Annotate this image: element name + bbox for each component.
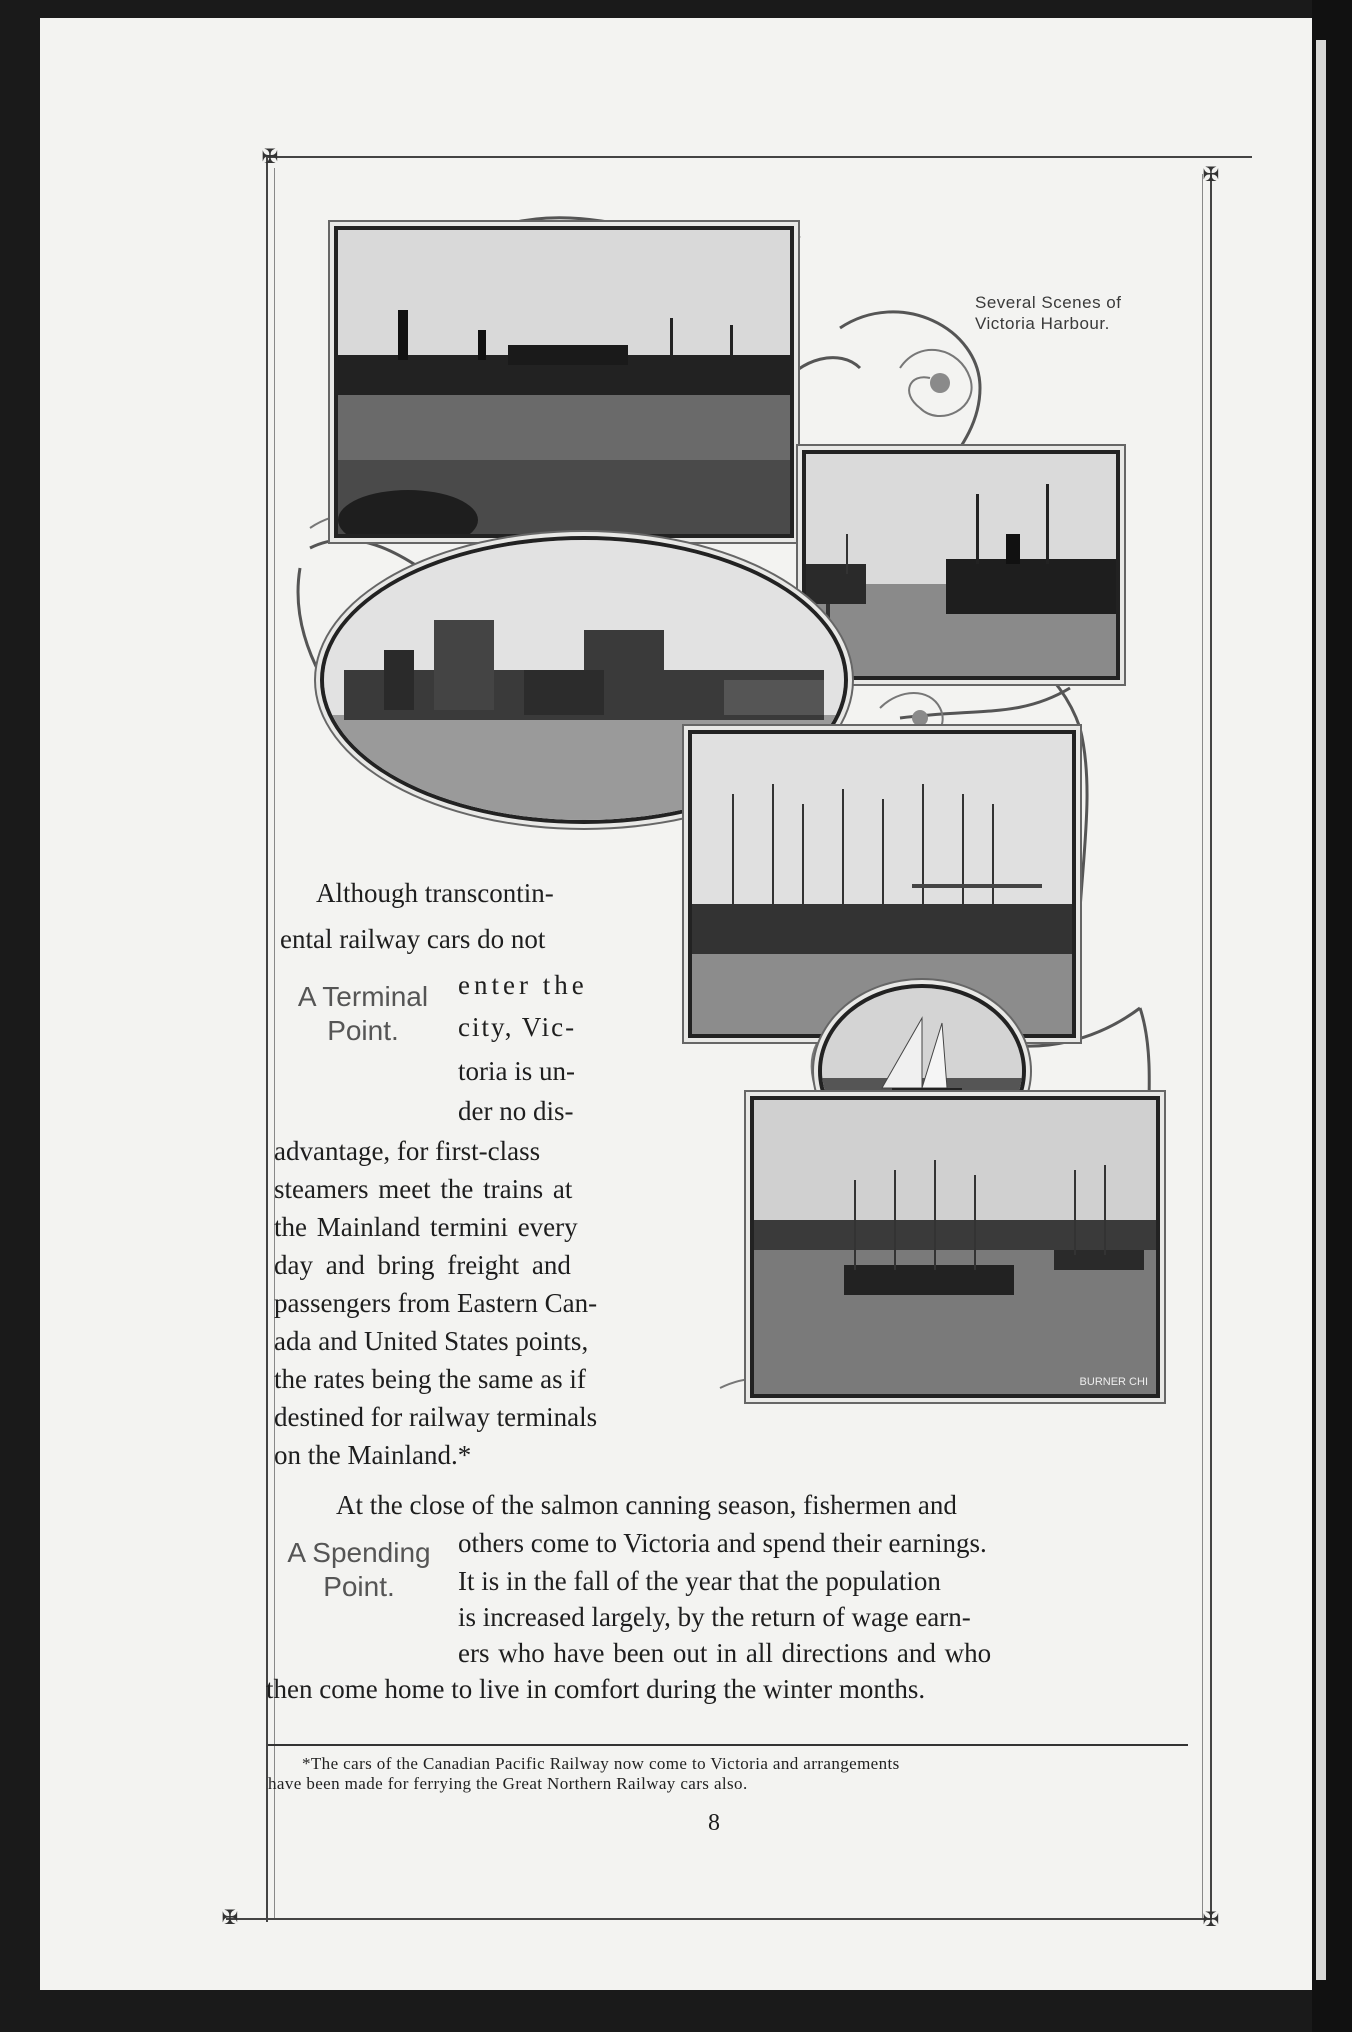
footnote-line: have been made for ferrying the Great Northern Railway cars also. (268, 1774, 748, 1793)
corner-cross-icon: ✠ (1202, 162, 1220, 186)
corner-cross-icon: ✠ (1202, 1907, 1220, 1931)
body-text-line: At the close of the salmon canning season, fishermen and (336, 1490, 957, 1520)
side-heading-spending-point (254, 1536, 464, 1604)
body-text-line: advantage, for first-class (274, 1136, 541, 1166)
next-page-edge (1316, 40, 1326, 1980)
frame-top-line (266, 156, 1252, 158)
body-text-line: Although transcontin- (316, 878, 554, 908)
body-text-line: steamers meet the trains at (274, 1174, 573, 1204)
side-heading-line: Point. (323, 1571, 395, 1602)
footnote-rule (268, 1744, 1188, 1746)
body-text-line: destined for railway terminals (274, 1402, 598, 1432)
side-heading-line: A Terminal (297, 981, 429, 1012)
corner-cross-icon: ✠ (261, 144, 279, 168)
harbour-photo-chimneys (334, 226, 794, 538)
body-text-line: the rates being the same as if (274, 1364, 586, 1394)
side-heading-terminal-point (258, 980, 468, 1048)
body-text-line: on the Mainland.* (274, 1440, 472, 1470)
harbour-photo-schooners (750, 1096, 1160, 1398)
body-text-line: others come to Victoria and spend their earnings. (458, 1528, 987, 1558)
body-text-line: then come home to live in comfort during the winter months. (266, 1674, 926, 1704)
body-text-line: ers who have been out in all directions and who (458, 1638, 992, 1668)
caption-line: Victoria Harbour. (975, 314, 1110, 333)
frame-bottom-line (226, 1918, 1212, 1920)
body-text-line: the Mainland termini every (274, 1212, 578, 1242)
body-text-line: is increased largely, by the return of wage earn- (458, 1602, 971, 1632)
caption-line: Several Scenes of (975, 293, 1122, 312)
footnote-line: *The cars of the Canadian Pacific Railway now come to Victoria and arrangements (302, 1754, 900, 1773)
book-page (40, 18, 1312, 1990)
body-text-line: ada and United States points, (274, 1326, 589, 1356)
page-number: 8 (708, 1810, 720, 1836)
side-heading-line: A Spending (287, 1537, 431, 1568)
body-text-line: It is in the fall of the year that the population (458, 1566, 941, 1596)
frame-inner-right-line (1202, 174, 1203, 1918)
body-text-line: toria is un- (458, 1056, 575, 1086)
body-text-line: day and bring freight and (274, 1250, 571, 1280)
body-text-line: passengers from Eastern Can- (274, 1288, 598, 1318)
corner-cross-icon: ✠ (221, 1905, 239, 1929)
body-text-line: ental railway cars do not (280, 924, 546, 954)
harbour-photo-steamers (802, 450, 1120, 680)
harbour-caption (975, 292, 1205, 334)
side-heading-line: Point. (327, 1015, 399, 1046)
photo-credit: BURNER CHI (1079, 1376, 1148, 1388)
frame-right-line (1210, 174, 1212, 1920)
body-text-line: enter the (458, 970, 588, 1000)
body-text-line: city, Vic- (458, 1012, 577, 1042)
body-text-line: der no dis- (458, 1096, 574, 1126)
